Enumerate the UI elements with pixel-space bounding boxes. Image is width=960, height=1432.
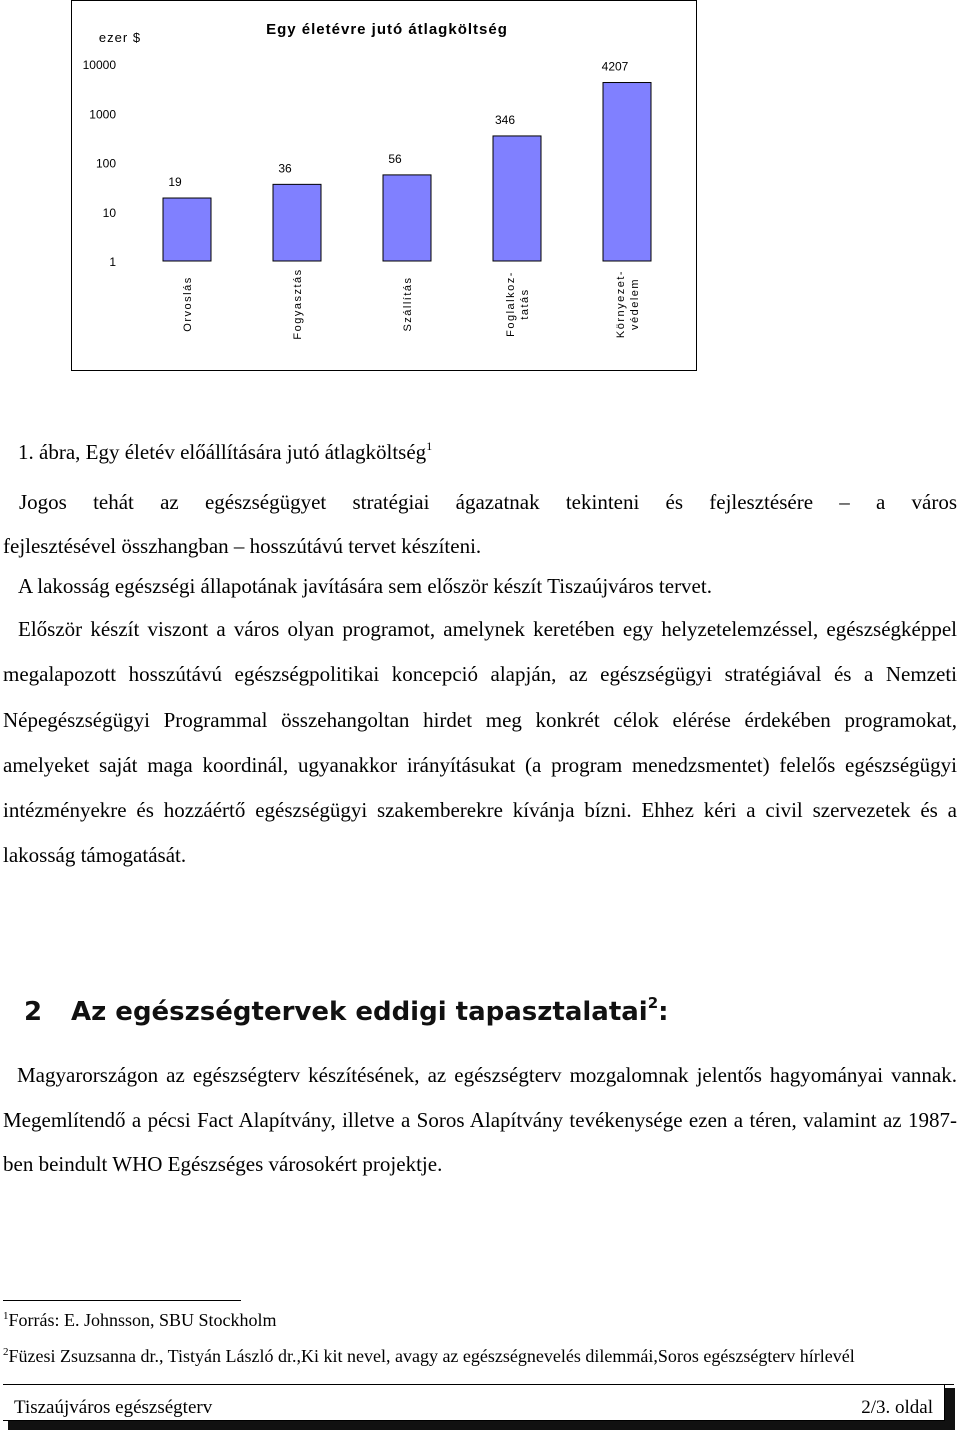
chart-y-tick-label: 100 <box>95 156 116 171</box>
chart-data-label: 346 <box>494 112 516 127</box>
footer-page-number: 2/3. oldal <box>861 1397 933 1418</box>
footnote-separator <box>3 1300 241 1301</box>
footnote-1-text: Forrás: E. Johnsson, SBU Stockholm <box>8 1310 277 1330</box>
paragraph-2: A lakosság egészségi állapotának javítására sem először készít Tiszaújváros tervet. <box>18 574 712 598</box>
chart-y-label: ezer $ <box>98 30 142 45</box>
footer-rule <box>3 1384 954 1385</box>
chart-title: Egy életévre jutó átlagköltség <box>266 21 508 38</box>
chart-bar <box>603 83 651 261</box>
caption-text: 1. ábra, Egy életév előállítására jutó átlagköltség <box>18 440 427 464</box>
chart-data-label: 4207 <box>601 59 629 74</box>
chart-category-label: Foglalkoz- <box>505 271 517 337</box>
section-title: Az egészségtervek eddigi tapasztalatai <box>71 997 648 1027</box>
section-number: 2 <box>24 997 43 1027</box>
footnote-1 <box>3 1308 277 1332</box>
chart-category-label: Szállítás <box>402 276 414 332</box>
footnote-2-mark: 2 <box>3 1346 9 1358</box>
footer-document-title: Tiszaújváros egészségterv <box>14 1397 213 1418</box>
footnote-2 <box>3 1344 855 1368</box>
section-heading <box>24 990 669 1034</box>
chart-category-label: Környezet- <box>615 269 627 339</box>
chart-category-label: Fogyasztás <box>292 268 304 340</box>
paragraph-1-line-2: fejlesztésével összhangban – hosszútávú tervet készíteni. <box>3 534 482 558</box>
chart-frame <box>71 0 697 371</box>
chart-category-label: tatás <box>519 288 531 320</box>
chart-bar <box>163 198 211 261</box>
figure-caption <box>18 437 948 467</box>
chart-bar <box>383 175 431 261</box>
paragraph-1-line-1: Jogos tehát az egészségügyet stratégiai ágazatnak tekinteni és fejlesztésére – a város <box>19 490 957 514</box>
paragraph-3: Először készít viszont a város olyan programot, amelynek keretében egy helyzetelemzéssel, egészségképpel megalapozott hosszútávú egészségpolitikai koncepció alapján, az egészségügyi stratégiával és a Nemzeti Népegészségügyi Programmal összehangoltan hirdet meg konkrét célok elérése érdekében programokat, amelyeket saját maga koordinál, ugyanakkor irányításukat (a program menedzsmentet) felelős egészségügyi intézményekre és hozzáértő egészségügyi szakemberekre kívánja bízni. Ehhez kéri a civil szervezetek és a lakosság támogatását. <box>3 617 957 868</box>
caption-footnote-mark: 1 <box>426 439 433 453</box>
chart-data-label: 56 <box>388 151 402 166</box>
footnote-1-mark: 1 <box>3 1310 9 1322</box>
chart-category-label: Orvoslás <box>182 276 194 332</box>
chart-y-tick-label: 10 <box>102 205 116 220</box>
chart-y-tick-label: 1 <box>109 255 116 269</box>
chart-y-tick-label: 10000 <box>82 58 116 72</box>
section-suffix: : <box>658 997 669 1027</box>
chart-data-label: 36 <box>278 161 292 176</box>
footer-shadow-bottom <box>8 1421 955 1430</box>
paragraph-1 <box>3 480 957 568</box>
paragraph-4: Magyarországon az egészségterv készítésének, az egészségterv mozgalomnak jelentős hagyományai vannak. Megemlítendő a pécsi Fact Alapítvány, illetve a Soros Alapítvány tevékenysége ezen a téren, valamint az 1987-ben beindult WHO Egészséges városokért projektje. <box>3 1063 957 1176</box>
chart-category-label: védelem <box>629 277 641 331</box>
chart-y-tick-label: 1000 <box>89 107 116 122</box>
bar-chart <box>72 1 698 372</box>
chart-bar <box>273 184 321 261</box>
chart-bar <box>493 136 541 261</box>
footnote-2-text: Füzesi Zsuzsanna dr., Tistyán László dr.,Ki kit nevel, avagy az egészségnevelés dilemmái,Soros egészségterv hírlevél <box>8 1346 855 1366</box>
section-footnote-mark: 2 <box>647 994 659 1012</box>
chart-data-label: 19 <box>168 175 182 190</box>
